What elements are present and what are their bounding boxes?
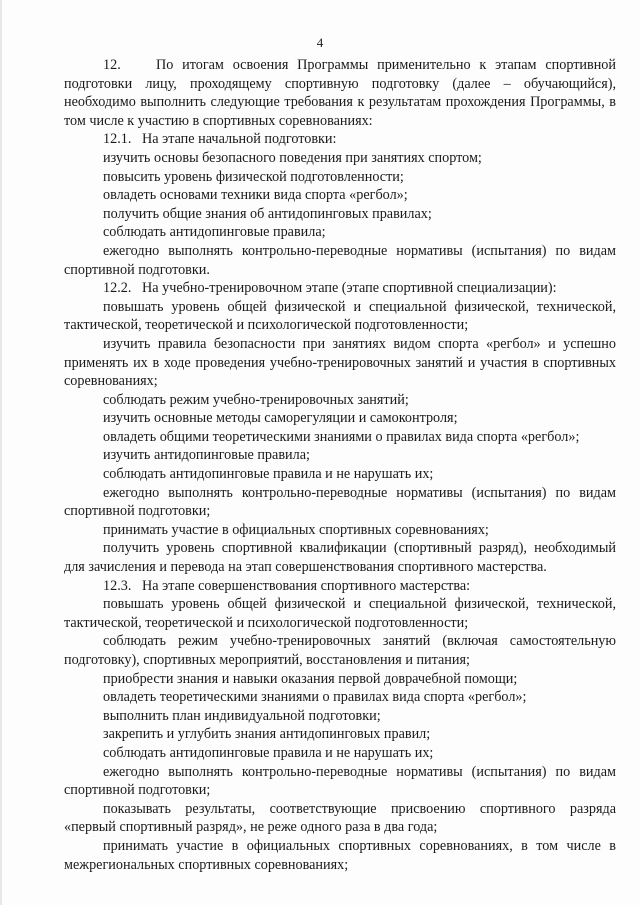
- list-item: ежегодно выполнять контрольно-переводные нормативы (испытания) по видам спортивной подготовки;: [64, 484, 616, 520]
- list-item: принимать участие в официальных спортивных соревнованиях;: [103, 521, 489, 538]
- list-item: изучить правила безопасности при занятиях видом спорта «регбол» и успешно применять их в ходе проведения учебно-тренировочных занятий и участия в спортивных соревнованиях;: [64, 335, 616, 390]
- heading-12-1: 12.1. На этапе начальной подготовки:: [103, 131, 337, 148]
- list-item: получить уровень спортивной квалификации (спортивный разряд), необходимый для зачисления и перевода на этап совершенствования спортивного мастерства.: [64, 540, 616, 576]
- page-number: 4: [316, 35, 324, 50]
- list-item: изучить основные методы саморегуляции и самоконтроля;: [103, 410, 458, 427]
- list-item: изучить основы безопасного поведения при занятиях спортом;: [103, 149, 482, 166]
- list-item: ежегодно выполнять контрольно-переводные нормативы (испытания) по видам спортивной подготовки;: [64, 763, 616, 799]
- list-item: овладеть теоретическими знаниями о правилах вида спорта «регбол»;: [103, 689, 527, 706]
- list-item: соблюдать антидопинговые правила и не нарушать их;: [103, 466, 434, 483]
- list-item: повышать уровень общей физической и специальной физической, технической, тактической, теоретической и психологической подготовленности;: [64, 298, 616, 334]
- list-item: овладеть основами техники вида спорта «регбол»;: [103, 187, 408, 204]
- document-body: [64, 56, 616, 874]
- list-item: овладеть общими теоретическими знаниями о правилах вида спорта «регбол»;: [103, 428, 580, 445]
- list-item: соблюдать антидопинговые правила и не нарушать их;: [103, 744, 434, 761]
- list-item: соблюдать режим учебно-тренировочных занятий;: [103, 391, 409, 408]
- list-item: соблюдать режим учебно-тренировочных занятий (включая самостоятельную подготовку), спортивных мероприятий, восстановления и питания;: [64, 633, 616, 668]
- list-item: выполнить план индивидуальной подготовки;: [103, 707, 381, 724]
- heading-12-3: 12.3. На этапе совершенствования спортивного мастерства:: [103, 577, 471, 594]
- list-item: повысить уровень физической подготовленности;: [103, 168, 404, 185]
- paragraph-12-intro: 12. По итогам освоения Программы применительно к этапам спортивной подготовки лицу, проходящему спортивную подготовку (далее – обучающийся), необходимо выполнить следующие требования к результатам прохождения Программы, в том числе к участию в спортивных соревнованиях:: [64, 57, 616, 129]
- list-item: закрепить и углубить знания антидопинговых правил;: [103, 726, 431, 743]
- list-item: изучить антидопинговые правила;: [103, 447, 310, 464]
- list-item: показывать результаты, соответствующие присвоению спортивного разряда «первый спортивный разряд», не реже одного раза в два года;: [64, 800, 616, 836]
- list-item: повышать уровень общей физической и специальной физической, технической, тактической, теоретической и психологической подготовленности;: [64, 596, 616, 631]
- list-item: ежегодно выполнять контрольно-переводные нормативы (испытания) по видам спортивной подготовки.: [64, 242, 616, 278]
- page-left-edge: [0, 0, 2, 905]
- list-item: принимать участие в официальных спортивных соревнованиях, в том числе в межрегиональных спортивных соревнованиях;: [64, 837, 616, 873]
- heading-12-2: 12.2. На учебно-тренировочном этапе (этапе спортивной специализации):: [103, 280, 557, 297]
- list-item: соблюдать антидопинговые правила;: [103, 224, 326, 241]
- list-item: приобрести знания и навыки оказания первой доврачебной помощи;: [103, 670, 518, 687]
- list-item: получить общие знания об антидопинговых правилах;: [103, 205, 432, 222]
